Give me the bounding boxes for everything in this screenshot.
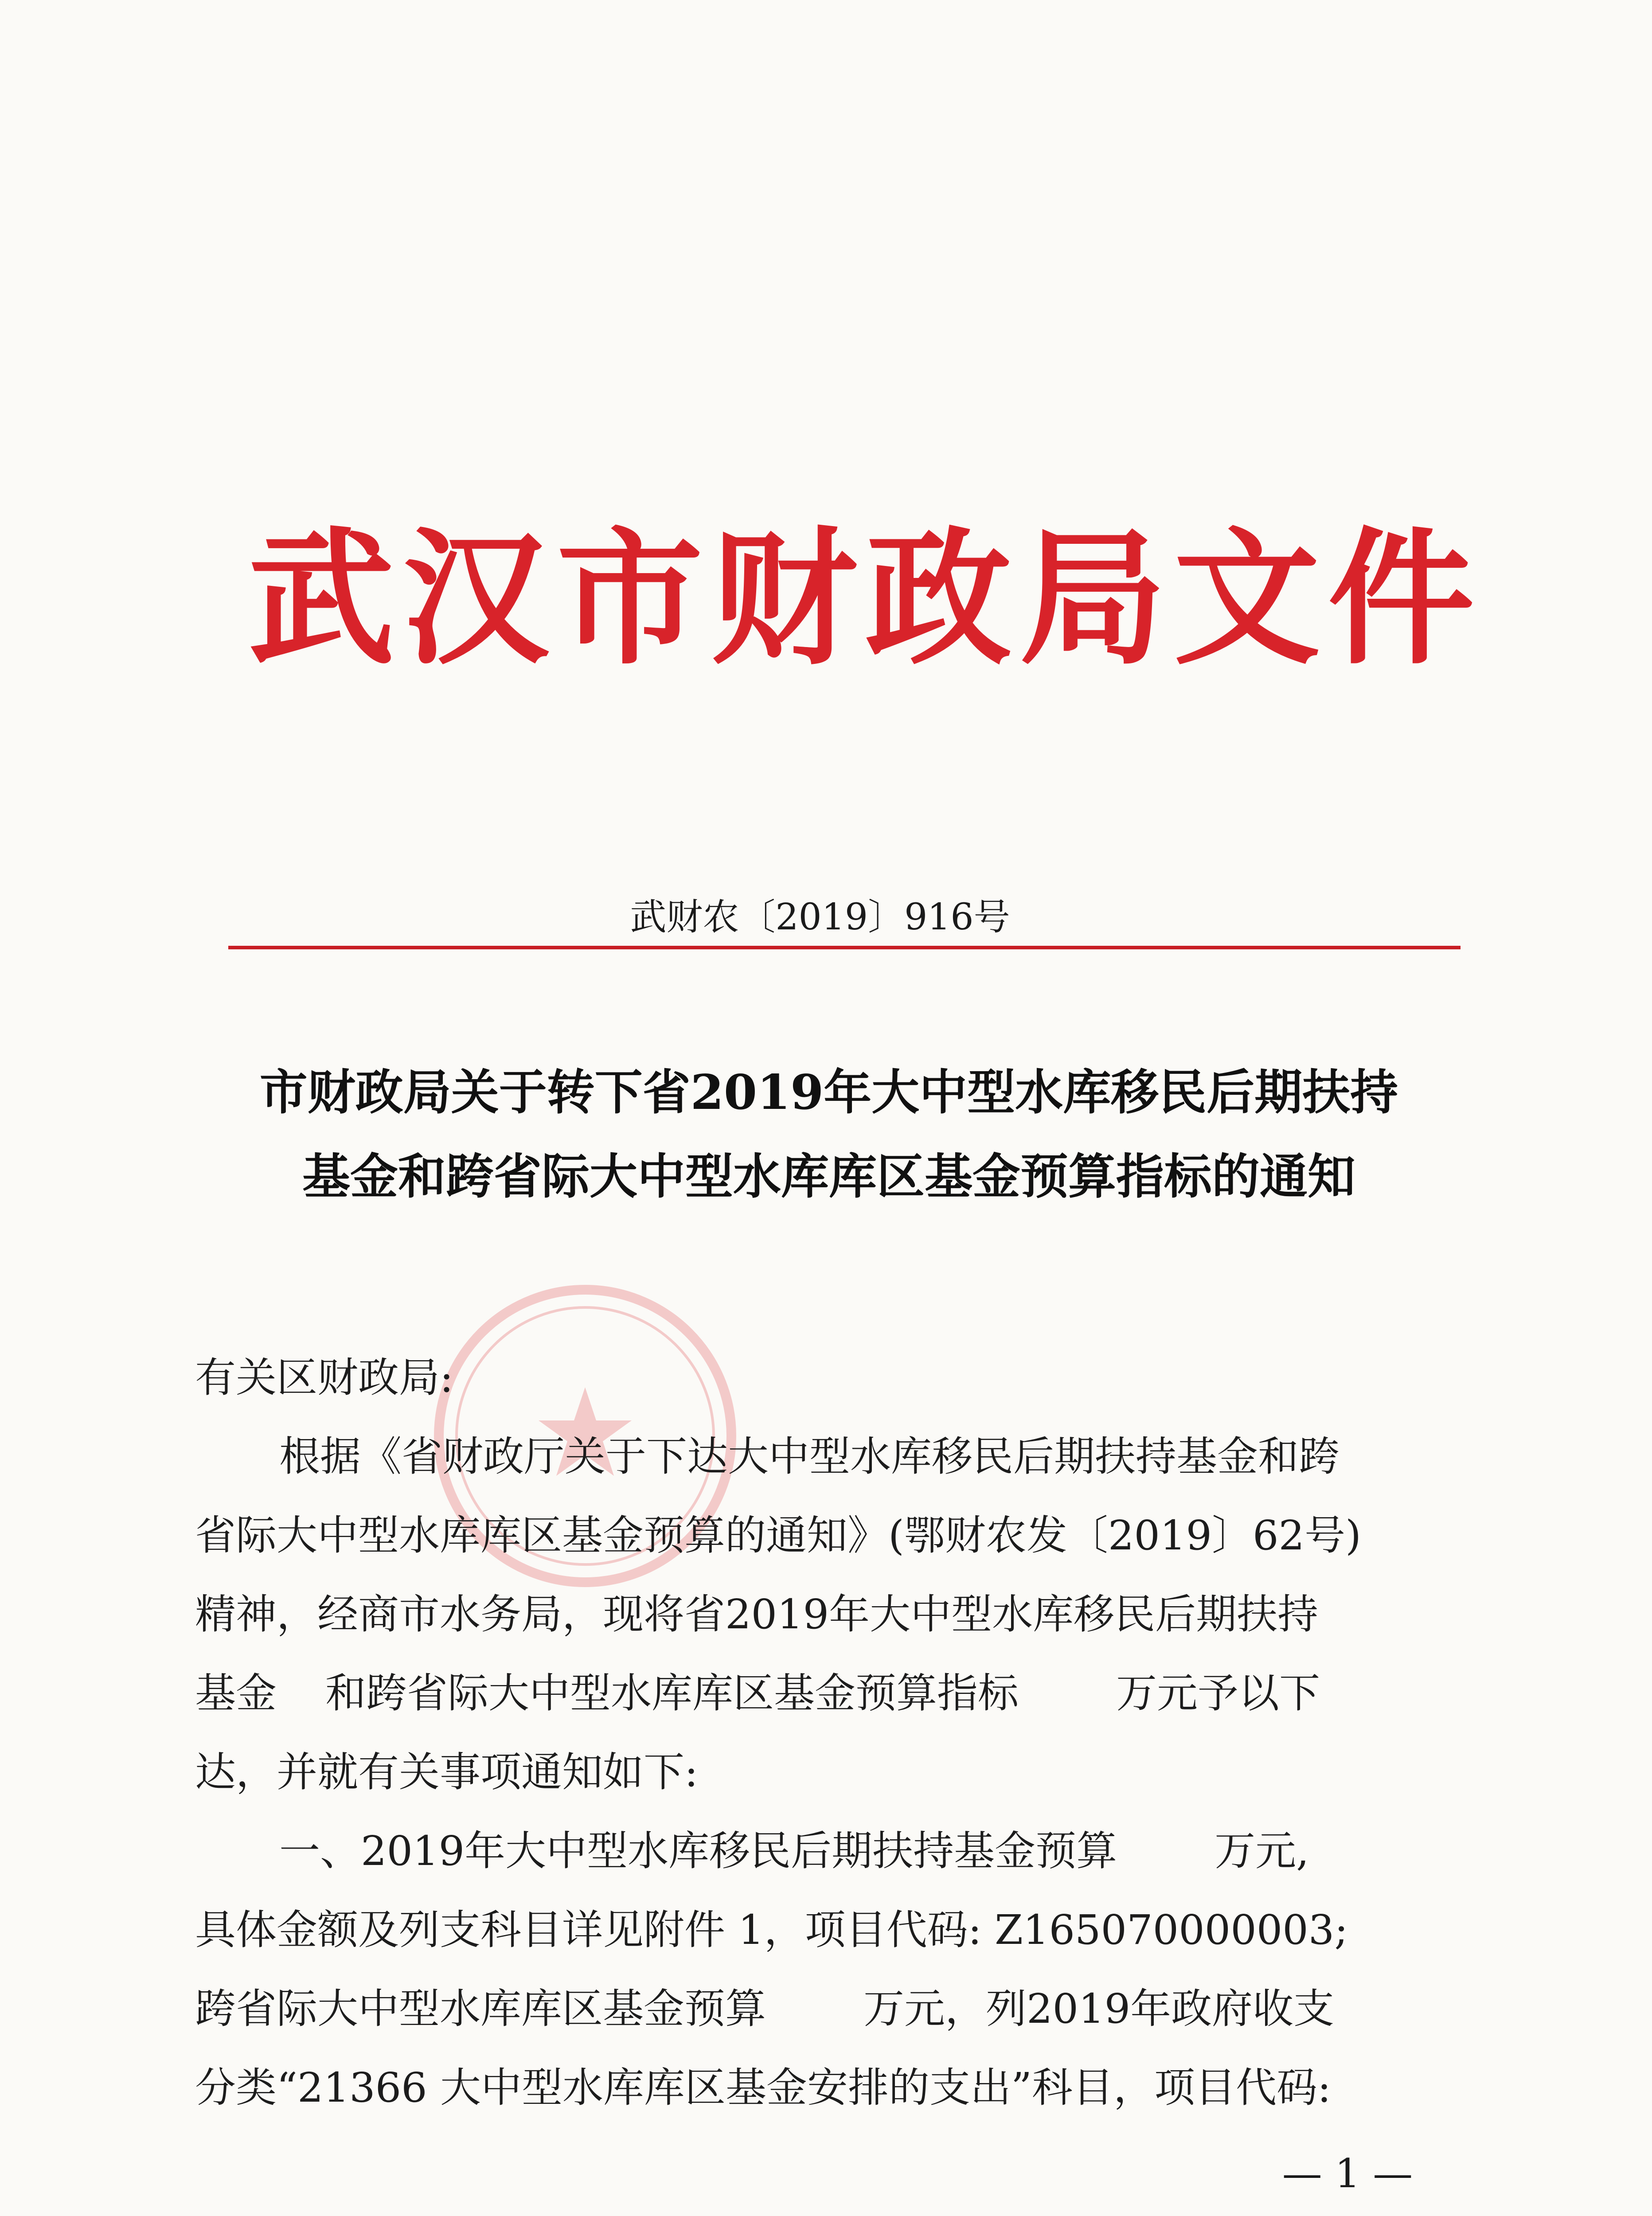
document-number: 武财农〔2019〕916号: [630, 896, 1010, 938]
body-line-8-part-2: 万元，列2019年政府收支: [863, 1985, 1335, 2033]
body-line-4-part-2: 和跨省际大中型水库库区基金预算指标: [325, 1670, 1019, 1717]
body-line-1: 根据《省财政厅关于下达大中型水库移民后期扶持基金和跨: [279, 1433, 1340, 1480]
body-line-5: 达，并就有关事项通知如下:: [195, 1748, 698, 1796]
notice-title-line-1: 市财政局关于转下省2019年大中型水库移民后期扶持: [259, 1065, 1398, 1120]
notice-body: [195, 1338, 1463, 2127]
page-number: — 1 —: [1282, 2150, 1413, 2197]
body-line-3: 精神，经商市水务局，现将省2019年大中型水库移民后期扶持: [195, 1591, 1319, 1638]
body-line-4-part-1: 基金: [195, 1670, 277, 1717]
item-1-part-2: 万元,: [1215, 1827, 1309, 1875]
body-line-2: 省际大中型水库库区基金预算的通知》(鄂财农发〔2019〕62号): [195, 1512, 1361, 1559]
issuer-header-title: 武汉市财政局文件: [248, 512, 1482, 684]
body-line-4-part-3: 万元予以下: [1116, 1670, 1320, 1717]
header-divider: [228, 946, 1461, 949]
body-line-8-part-1: 跨省际大中型水库库区基金预算: [195, 1985, 766, 2033]
body-line-8: [195, 1970, 1463, 2048]
item-1-line: [195, 1812, 1463, 1891]
item-1-part-1: 一、2019年大中型水库移民后期扶持基金预算: [279, 1827, 1117, 1875]
body-line-9: 分类“21366 大中型水库库区基金安排的支出”科目，项目代码:: [195, 2064, 1331, 2111]
notice-title-line-2: 基金和跨省际大中型水库库区基金预算指标的通知: [302, 1149, 1355, 1205]
body-line-7: 具体金额及列支科目详见附件 1，项目代码: Z165070000003;: [195, 1906, 1348, 1954]
salutation: 有关区财政局:: [195, 1354, 453, 1401]
body-line-4: [195, 1654, 1463, 1733]
notice-title: [195, 1050, 1463, 1219]
